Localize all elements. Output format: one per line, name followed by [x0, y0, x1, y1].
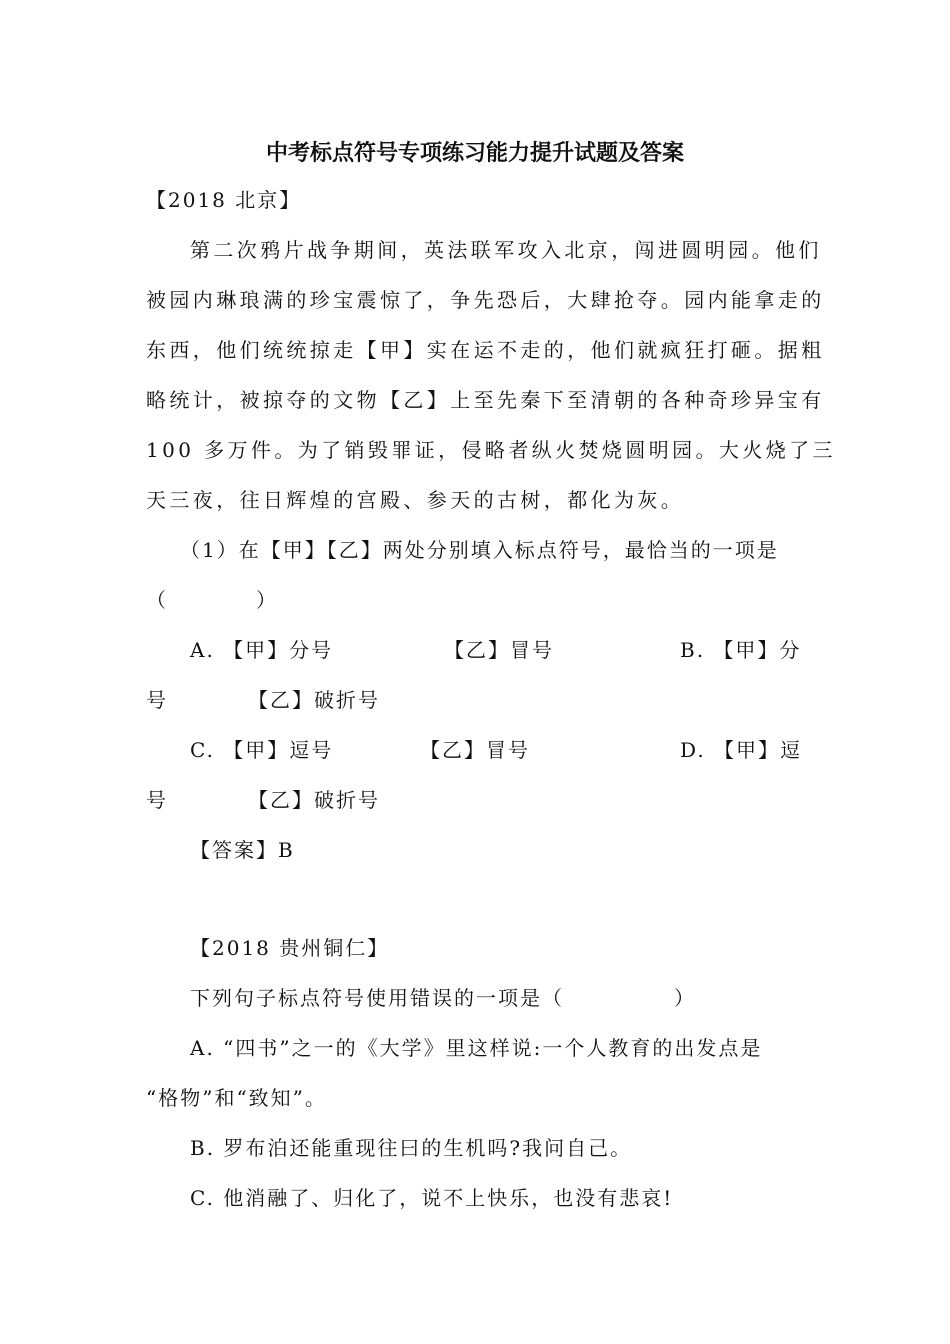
answer-blank: （ ）	[146, 588, 278, 612]
passage-line: 被园内琳琅满的珍宝震惊了，争先恐后，大肆抢夺。园内能拿走的	[146, 288, 825, 312]
section-heading: 【2018 北京】	[146, 188, 302, 212]
passage-line: 天三夜，往日辉煌的宫殿、参天的古树，都化为灰。	[146, 488, 685, 512]
option-c: C. 【甲】逗号	[190, 738, 334, 762]
option-b: B. 罗布泊还能重现往曰的生机吗?我问自己。	[190, 1136, 633, 1160]
option-a-wrap: “格物”和“致知”。	[146, 1086, 327, 1110]
option-b-part: 【乙】破折号	[248, 688, 380, 712]
question-text: （1）在【甲】【乙】两处分别填入标点符号，最恰当的一项是	[180, 538, 779, 562]
option-d-wrap: 号	[146, 788, 168, 812]
option-b: B. 【甲】分	[680, 638, 802, 662]
page-title: 中考标点符号专项练习能力提升试题及答案	[265, 141, 684, 166]
option-c: C. 他消融了、归化了，说不上快乐，也没有悲哀!	[190, 1186, 674, 1210]
passage-line: 东西，他们统统掠走【甲】实在运不走的，他们就疯狂打砸。据粗	[146, 338, 825, 362]
option-b-wrap: 号	[146, 688, 168, 712]
passage-line: 略统计，被掠夺的文物【乙】上至先秦下至清朝的各种奇珍异宝有	[146, 388, 825, 412]
option-d: D. 【甲】逗	[680, 738, 803, 762]
section-heading: 【2018 贵州铜仁】	[190, 936, 390, 960]
passage-line: 100 多万件。为了销毁罪证，侵略者纵火焚烧圆明园。大火烧了三	[146, 438, 836, 462]
option-d-part: 【乙】破折号	[248, 788, 380, 812]
question-text: 下列句子标点符号使用错误的一项是（ ）	[190, 986, 696, 1010]
answer-text: 【答案】B	[190, 838, 295, 862]
passage-line: 第二次鸦片战争期间，英法联军攻入北京，闯进圆明园。他们	[190, 238, 822, 262]
option-a: A. “四书”之一的《大学》里这样说:一个人教育的出发点是	[190, 1036, 763, 1060]
option-a-part: 【乙】冒号	[444, 638, 554, 662]
option-a: A. 【甲】分号	[190, 638, 334, 662]
option-c-part: 【乙】冒号	[420, 738, 530, 762]
